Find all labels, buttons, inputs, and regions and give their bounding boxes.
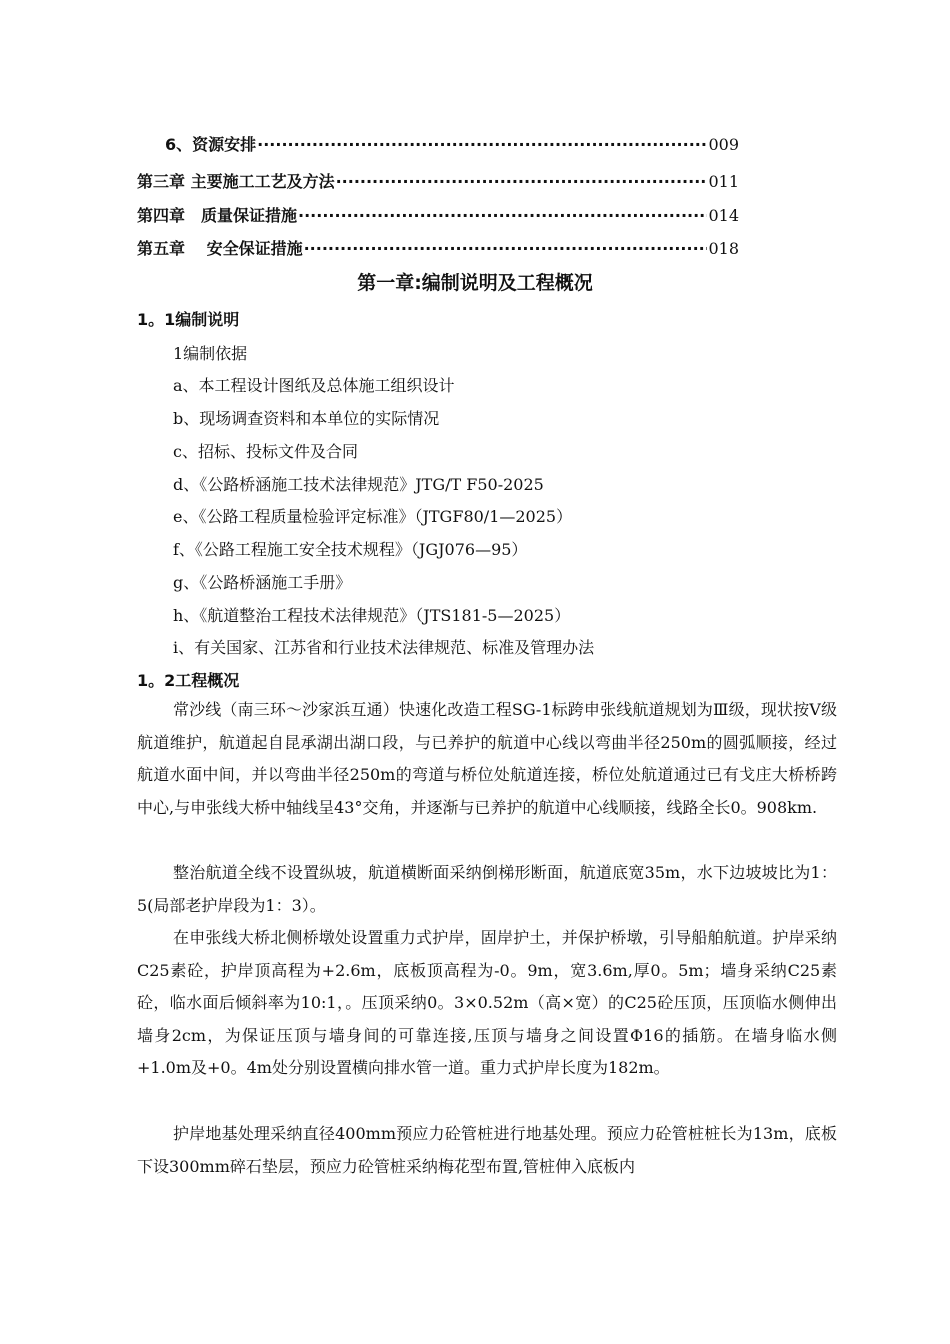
body-paragraph: 常沙线（南三环～沙家浜互通）快速化改造工程SG-1标跨申张线航道规划为Ⅲ级，现状按Ⅴ级航道维护，航道起自昆承湖出湖口段，与已养护的航道中心线以弯曲半径250m的圆弧顺接，经过航道水面中间，并以弯曲半径250m的弯道与桥位处航道连接，桥位处航道通过已有戈庄大桥桥跨中心,与申张线大桥中轴线呈43°交角，并逐渐与已养护的航道中心线顺接，线路全长0。908km. xyxy=(137,700,837,817)
body-paragraph: 整治航道全线不设置纵坡，航道横断面采纳倒梯形断面，航道底宽35m，水下边坡坡比为1：5(局部老护岸段为1：3）。 xyxy=(137,863,837,915)
basis-item: i、有关国家、江苏省和行业技术法律规范、标准及管理办法 xyxy=(173,638,595,657)
basis-item: c、招标、投标文件及合同 xyxy=(173,442,358,461)
basis-item: d、《公路桥涵施工技术法律规范》JTG/T F50-2025 xyxy=(173,475,544,494)
basis-item: b、现场调查资料和本单位的实际情况 xyxy=(173,409,440,428)
toc-leader-dots xyxy=(336,172,708,191)
basis-item: h、《航道整治工程技术法律规范》（JTS181-5—2025） xyxy=(173,606,571,625)
toc-entry-page: 018 xyxy=(708,239,739,258)
basis-item: a、本工程设计图纸及总体施工组织设计 xyxy=(173,376,455,395)
body-paragraph: 在申张线大桥北侧桥墩处设置重力式护岸，固岸护土，并保护桥墩，引导船舶航道。护岸采纳C25素砼，护岸顶高程为+2.6m，底板顶高程为-0。9m，宽3.6m,厚0。5m；墙身采纳C25素砼，临水面后倾斜率为10:1，。压顶采纳0。3×0.52m（高×宽）的C25砼压顶，压顶临水侧伸出墙身2cm，为保证压顶与墙身间的可靠连接,压顶与墙身之间设置Φ16的插筋。在墙身临水侧+1.0m及+0。4m处分别设置横向排水管一道。重力式护岸长度为182m。 xyxy=(137,928,837,1078)
toc-entry[interactable] xyxy=(137,203,739,227)
toc-entry[interactable] xyxy=(137,236,739,260)
basis-item: e、《公路工程质量检验评定标准》（JTGF80/1—2025） xyxy=(173,507,573,526)
basis-item: f、《公路工程施工安全技术规程》（JGJ076—95） xyxy=(173,540,528,559)
section-heading: 1。2工程概况 xyxy=(137,671,240,690)
toc-entry-label: 第五章 安全保证措施 xyxy=(137,239,303,258)
toc-leader-dots xyxy=(304,239,708,258)
toc-leader-dots xyxy=(298,206,707,225)
toc-entry-page: 009 xyxy=(708,135,739,154)
toc-entry-label: 6、资源安排 xyxy=(165,135,257,154)
toc-leader-dots xyxy=(257,135,707,154)
chapter-title: 第一章:编制说明及工程概况 xyxy=(357,272,593,294)
section-heading: 1。1编制说明 xyxy=(137,310,240,329)
body-paragraph: 护岸地基处理采纳直径400mm预应力砼管桩进行地基处理。预应力砼管桩桩长为13m，底板下设300mm碎石垫层，预应力砼管桩采纳梅花型布置,管桩伸入底板内 xyxy=(137,1124,837,1176)
basis-item: 1编制依据 xyxy=(173,344,248,363)
toc-entry[interactable] xyxy=(137,132,739,156)
toc-entry-label: 第三章 主要施工工艺及方法 xyxy=(137,172,335,191)
toc-entry-page: 011 xyxy=(708,172,739,191)
basis-item: g、《公路桥涵施工手册》 xyxy=(173,573,352,592)
toc-entry[interactable] xyxy=(137,169,739,193)
toc-entry-page: 014 xyxy=(708,206,739,225)
toc-entry-label: 第四章 质量保证措施 xyxy=(137,206,298,225)
